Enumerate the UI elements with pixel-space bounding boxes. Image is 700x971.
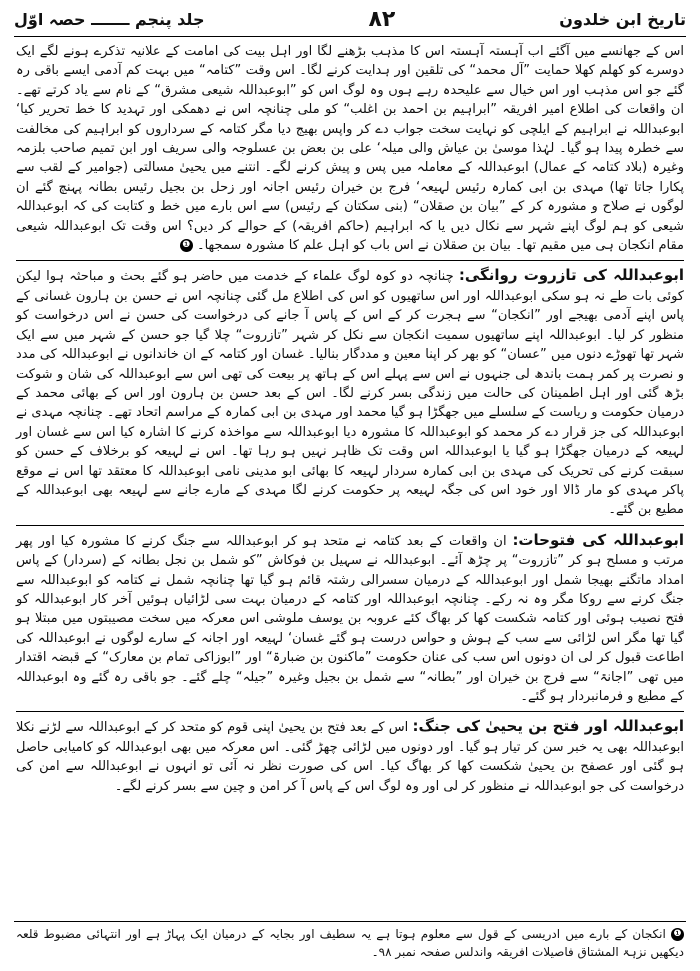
section-divider bbox=[16, 525, 684, 526]
footnote bbox=[16, 925, 684, 961]
footnote-mark: ❶ bbox=[671, 928, 684, 941]
section-divider bbox=[16, 260, 684, 261]
section-text: چنانچہ دو کوہ لوگ علماء کے خدمت میں حاضر ہو گئے بحث و مباحثہ ہوا لیکن کوئی بات طے نہ ہو سکی ابوعبداللہ اور اس ساتھیوں کو اس کی اطلاع مل گئی چنانچہ اس نے حسن بن ہارون غسانی کے پاس اپنے آدمی بھیجے اور ”انکجان“ سے ہجرت کر کے اس کے پاس آ جانے کی درخواست کی حسن نے اس درخواست کو منظور کر لیا۔ ابوعبداللہ اپنے ساتھیوں سمیت انکجان سے نکل کر شہر ”تازروت“ چلا گیا جو حسن کے شہر میں سے ایک شہر تھا تھوڑے دنوں میں ”عسان“ کو بھر کر اپنا معین و مددگار بنالیا۔ غسان اور کتامہ کے ان خاندانوں نے ابوعبداللہ کی مدد و نصرت پر کمر ہمت باندھ لی جنہوں نے اس سے پہلے اس کے ہاتھ پر بیعت کی تھی اس سے ابوعبداللہ کی شان و شوکت بڑھ گئی اور اہل اطمینان کی حالت میں زندگی بسر کرنے لگا۔ اس کے بعد حسن بن ہارون اور اس کے بھائی محمد کے درمیان حکومت و ریاست کے سلسلے میں جھگڑا ہو گیا محمد اور مہدی بن ابی کمارہ کے مراسم اتحاد تھے۔ چنانچہ مہدی نے ابوعبداللہ کی جز قرار دے کر محمد کو ابوعبداللہ کا مشورہ دیا ابوعبداللہ سے مواخذہ کرنے کا اشارہ کیا اس سے غسان اور لہیعہ کے درمیان جھگڑا ہو گیا یا ابوعبداللہ اس وقت تک ظاہر نہیں ہو رہا تھا۔ اس نے لہیعہ کو برخلاف کے حسن کو سبقت کرنے کی تحریک کی مہدی بن ابی کمارہ سردار لہیعہ کا بھائی ابو مدینی نامی ابوعبداللہ کا معتقد تھا اس نے موقع پاکر مہدی کو مار ڈالا اور خود اس کی جگہ لہیعہ پر حکومت کرنے لگا مہدی کے مارے جانے سے لہیعہ بھی ابوعبداللہ کے مطیع بن گئے۔ bbox=[16, 269, 684, 518]
section-battle bbox=[16, 717, 684, 796]
book-title: تاریخ ابن خلدون bbox=[559, 9, 686, 29]
section-tazrut bbox=[16, 266, 684, 519]
volume-part: جلد پنجم ـــــــ حصہ اوّل bbox=[14, 9, 205, 29]
paragraph-intro-text: اس کے جھانسے میں آگئے اب آہستہ آہستہ اس کا مذہب بڑھنے لگا اور اہل بیت کی امامت کے علانیہ تذکرے ہونے لگے ایک دوسرے کو کھلم کھلا حمایت ”آل محمد“ کی تلقین اور ہدایت کرنے لگا۔ اس وقت ”کتامہ“ میں بہت کم آدمی ایسے باقی رہ گئے جو اس مذہب اور اس خیال سے علیحدہ رہے ہوں وہ لوگ اس کو ”ابوعبداللہ شیعی مشرق“ کے نام سے یاد کرتے تھے۔ ان واقعات کی اطلاع امیر افریقہ ”ابراہیم بن احمد بن اغلب“ کو ملی چنانچہ اس نے دھمکی اور تہدید کا خط تحریر کیا‘ ابوعبداللہ نے ابراہیم کے ایلچی کو نہایت سخت جواب دے کر واپس بھیج دیا مگر کتامہ کے سرداروں کو ابراہیم کی مخالفت سے خطرہ پیدا ہو گیا۔ لہٰذا موسیٰ بن عیاش والی میلہ‘ علی بن بعض بن عسلوجہ والی سریف اور ابن تمیم صاحب بلزمہ وغیرہ (بلاد کتامہ کے عمال) ابوعبداللہ کے معاملہ میں پس و پیش کرنے لگے۔ انتنے میں یحییٰ مسالتی (جوامیر کے لقب سے پکارا جاتا تھا) مہدی بن ابی کمارہ رئیس لہیعہ‘ فرج بن خیران رئیس اجانہ اور زحل بن بجیل رئیس بطانہ پہنچ گئے ان لوگوں نے صلاح و مشورہ کر کے ”بیان بن صقلان“ (بنی سکتان کے رئیس) سے اس بارے میں خط و کتابت کی کہ ابوعبداللہ شیعی کو ہم لوگ اپنے شہر سے نکال دیں یا کہ ابراہیم (حاکم افریقہ) کے حوالے کر دیں؟ اس وقت تک ابوعبداللہ شیعی مقام انکجان ہی میں مقیم تھا۔ بیان بن صقلان نے اس باب کو اہل علم کا مشورہ سمجھا۔ bbox=[16, 44, 684, 254]
footnote-text: انکجان کے بارے میں ادریسی کے قول سے معلوم ہوتا ہے یہ سطیف اور بجایہ کے درمیان ایک پہاڑ ہے اور انتہائی مضبوط قلعہ دیکھیں نزہۃ المشتاق فاصیلات افریقہ واندلس صفحہ نمبر ۹۸۔ bbox=[16, 927, 684, 959]
page-number: ۸۲ bbox=[368, 6, 396, 32]
page-body bbox=[16, 42, 684, 801]
section-divider bbox=[16, 711, 684, 712]
section-text: ان واقعات کے بعد کتامہ نے متحد ہو کر ابوعبداللہ سے جنگ کرنے کا مشورہ کیا اور پھر مرتب و مسلح ہو کر ”تازروت“ پر چڑھ آئے۔ ابوعبداللہ نے سہیل بن فوکاش ”کو شمل بن نجل بطانہ کے (سردار) کے پاس امداد ماتگنے بھیجا شمل اور ابوعبداللہ کے درمیان سسرالی رشتہ قائم ہو گیا تھا چنانچہ شمل نے کتامہ کو ابوعبداللہ سے جنگ کرنے سے روکا مگر وہ نہ رکے۔ چنانچہ ابوعبداللہ اور کتامہ کے درمیان بہت سی لڑائیاں ہوئیں آخر کار ابوعبداللہ کو فتح نصیب ہوئی اور کتامہ شکست کھا کر بھاگ کئے عروبہ بن یوسف ملوشی اس معرکہ میں سخت مصیبتوں میں مبتلا ہو گیا تھا مگر اس لڑائی سے سب کے ہوش و حواس درست ہو گئے غسان‘ لہیعہ اور اجانہ کے سارے لوگوں نے ابوعبداللہ کی اطاعت قبول کر لی ان دونوں اس سب کی عنان حکومت ”ماکنون بن ضبارۃ“ اور ”ابوزاکی تمام بن معارک“ کے قبضہ اقتدار میں تھی ”اجانۃ“ سے فرج بن خیران اور ”بطانہ“ سے شمل بن بجیل وغیرہ ”جیلہ“ چلے گئے۔ جو باقی رہ گئے وہ ابوعبداللہ کے مطیع و فرمانبردار ہو گئے۔ bbox=[16, 533, 684, 704]
footnote-rule bbox=[14, 921, 686, 922]
header-rule bbox=[14, 36, 686, 37]
section-heading: ابوعبداللہ کی فتوحات: bbox=[512, 530, 684, 549]
section-heading: ابوعبداللہ کی تازروت روانگی: bbox=[458, 266, 684, 285]
section-heading: ابوعبداللہ اور فتح بن یحییٰ کی جنگ: bbox=[412, 717, 684, 736]
paragraph-intro bbox=[16, 42, 684, 255]
section-conquests bbox=[16, 531, 684, 707]
section-text: اس کے بعد فتح بن یحییٰ اپنی قوم کو متحد کر کے ابوعبداللہ سے لڑنے نکلا ابوعبداللہ بھی یہ خبر سن کر تیار ہو گیا۔ اور دونوں میں لڑائی چھڑ گئی۔ اس معرکہ میں بھی ابوعبداللہ کو کامیابی حاصل ہو گئی اور عصفح بن یحییٰ شکست کھا کر بھاگ کیا۔ اس کی صورت نظر نہ آئی تو انہوں نے ابوعبداللہ سے امن کی درخواست کی جو ابوعبداللہ نے منظور کر لی اور وہ لوگ اس کے پاس آ کر امن و چین سے بسر کرنے لگے۔ bbox=[16, 720, 684, 794]
page-header bbox=[14, 4, 686, 34]
footnote-reference: ❶ bbox=[180, 239, 193, 252]
